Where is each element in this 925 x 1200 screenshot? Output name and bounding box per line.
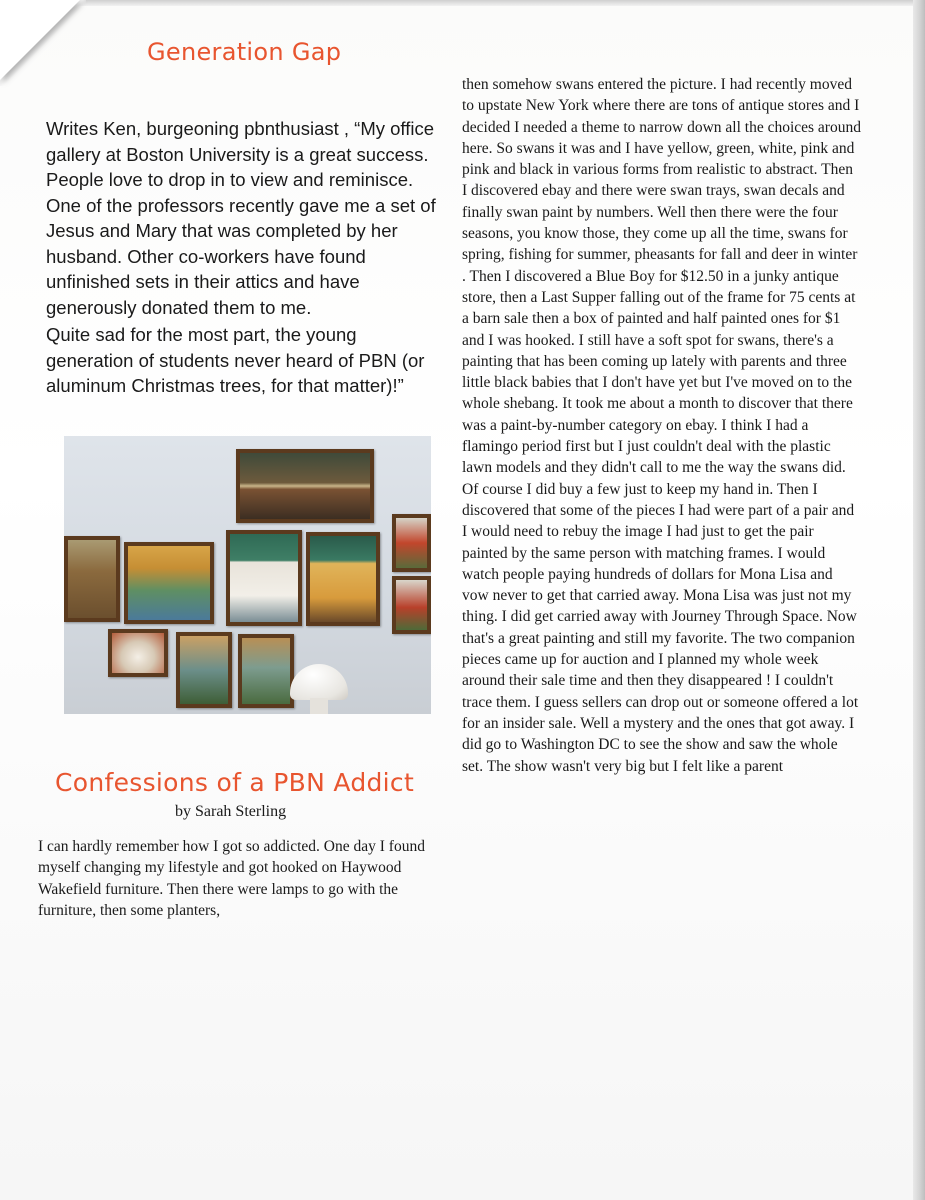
generation-gap-paragraph-2: Quite sad for the most part, the young generation of students never heard of PBN (or aluminum Christmas trees, for that matter)!” (46, 324, 425, 396)
figures-painting-1 (176, 632, 232, 708)
confessions-title: Confessions of a PBN Addict (55, 768, 415, 797)
landscape-painting (124, 542, 214, 624)
jesus-painting (226, 530, 302, 626)
byline: by Sarah Sterling (175, 803, 287, 820)
mary-painting (306, 532, 380, 626)
hunter-painting (64, 536, 120, 622)
generation-gap-title: Generation Gap (147, 38, 342, 66)
gallery-photo (64, 436, 431, 714)
cats-painting (108, 629, 168, 677)
last-supper-painting (236, 449, 374, 523)
paper-top-edge (0, 0, 925, 6)
generation-gap-paragraph-1: Writes Ken, burgeoning pbnthusiast , “My office gallery at Boston University is a great success. People love to drop in to view and reminisce. One of the professors recently gave me a set of Jesus and Mary that was completed by her husband. Other co-workers have found unfinished sets in their attics and have generously donated them to me. (46, 118, 436, 318)
parrot-painting-1 (392, 514, 431, 572)
parrot-painting-2 (392, 576, 431, 634)
lamp (290, 664, 348, 700)
confessions-right-column: then somehow swans entered the picture. I had recently moved to upstate New York where there are tons of antique stores and I decided I needed a theme to narrow down all the choices around here. So swans it was and I have yellow, green, white, pink and pink and black in various forms from realistic to abstract. Then I discovered ebay and there were swan trays, swan decals and finally swan paint by numbers. Well then there were the four seasons, you know those, they come up all the time, swans for spring, fishing for summer, pheasants for fall and deer in winter . Then I discovered a Blue Boy for $12.50 in a junky antique store, then a Last Supper falling out of the frame for 75 cents at a barn sale then a box of painted and half painted ones for $1 and I was hooked. I still have a soft spot for swans, there's a painting that has been coming up lately with parents and three little black babies that I don't have yet but I've moved on to the whole shebang. It took me about a month to discover that there was a paint-by-number category on ebay. I think I had a flamingo period first but I just couldn't deal with the plastic lawn models and they didn't call to me the way the swans did. Of course I did buy a few just to keep my hand in. Then I discovered that some of the pieces I had were part of a pair and I would need to rebuy the image I had just to get the pair painted by the same person with matching frames. I would watch people paying hundreds of dollars for Mona Lisa and vow never to get that carried away. Mona Lisa was just not my thing. I did get carried away with Journey Through Space. Now that's a great painting and still my favorite. The two companion pieces came up for auction and I planned my whole week around their sale time and then they disappeared ! I couldn't trace them. I guess sellers can drop out or someone offered a lot for an insider sale. Well a mystery and the ones that got away. I did go to Washington DC to see the show and saw the whole set. The show wasn't very big but I felt like a parent (462, 76, 861, 775)
lamp-base (310, 698, 328, 714)
confessions-left-column: I can hardly remember how I got so addicted. One day I found myself changing my lifestyle and got hooked on Haywood Wakefield furniture. Then there were lamps to go with the furniture, then some planters, (38, 838, 425, 919)
paper-right-edge (913, 0, 925, 1200)
folded-corner (0, 0, 80, 80)
figures-painting-2 (238, 634, 294, 708)
